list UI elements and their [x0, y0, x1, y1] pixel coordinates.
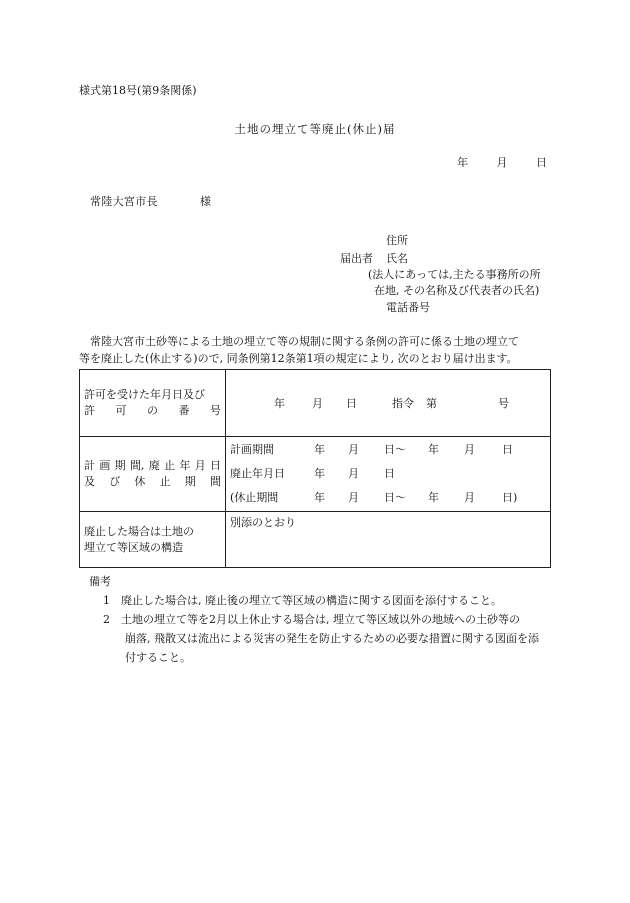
addressee-honorific: 様 [199, 195, 212, 208]
structure-value: 別添のとおり [226, 512, 551, 568]
header-char: 計 [84, 459, 95, 472]
body-line2: 等を廃止した(休止する)ので, 同条例第12条第1項の規定により, 次のとおり届け出ます。 [79, 352, 518, 365]
corporate-note-line1: (法人にあっては,主たる事務所の所 [368, 268, 541, 281]
header-char: 可 [115, 404, 127, 417]
plan-to-year: 年 [428, 443, 439, 456]
header-char: 止 [159, 475, 171, 488]
notification-table [79, 369, 551, 568]
header-char: 日 [210, 459, 221, 472]
document-title: 土地の埋立て等廃止(休止)届 [234, 122, 396, 136]
permit-month: 月 [312, 397, 323, 410]
header-char: の [147, 404, 158, 417]
pause-period-label: (休止期間 [230, 491, 279, 504]
header-char: び [109, 475, 121, 488]
date-month: 月 [496, 156, 508, 169]
remark-item-2-line3: 付すること。 [125, 651, 191, 664]
header-char: 許 [84, 404, 95, 417]
remark-item-1: 1 廃止した場合は, 廃止後の埋立て等区域の構造に関する図面を添付すること。 [103, 594, 502, 607]
stop-day: 日 [384, 467, 395, 480]
pause-from-year: 年 [314, 491, 325, 504]
stop-date-label: 廃止年月日 [230, 467, 285, 480]
permit-go: 号 [498, 397, 509, 410]
pause-to-year: 年 [428, 491, 439, 504]
form-number: 様式第18号(第9条関係) [79, 84, 197, 97]
phone-label: 電話番号 [386, 301, 430, 314]
pause-to-month: 月 [464, 491, 475, 504]
body-line1: 常陸大宮市土砂等による土地の埋立て等の規制に関する条例の許可に係る土地の埋立て [90, 335, 519, 348]
date-year: 年 [457, 156, 469, 169]
plan-to-day: 日 [502, 443, 513, 456]
header-char: 廃 [148, 459, 160, 472]
notifier-label: 届出者 [340, 252, 373, 265]
structure-header-line2: 埋立て等区域の構造 [84, 540, 183, 554]
structure-header-line1: 廃止した場合は土地の [84, 524, 194, 538]
stop-month: 月 [348, 467, 359, 480]
permit-value [230, 391, 546, 415]
stop-date-row [230, 461, 546, 485]
header-char: 年 [179, 459, 191, 472]
header-char: 番 [178, 404, 190, 417]
permit-directive: 指令 [392, 397, 414, 410]
permit-value-cell [226, 370, 551, 437]
plan-period-row [230, 437, 546, 461]
header-char: 期 [114, 459, 126, 472]
plan-from-day: 日〜 [384, 443, 406, 456]
pause-from-month: 月 [348, 491, 359, 504]
header-char: 間, [129, 459, 145, 472]
plan-from-year: 年 [314, 443, 325, 456]
table-row-structure [80, 512, 551, 568]
structure-header [80, 512, 226, 568]
permit-header-line2 [84, 403, 221, 419]
plan-to-month: 月 [464, 443, 475, 456]
pause-from-day: 日〜 [384, 491, 406, 504]
header-char: 休 [134, 475, 146, 488]
header-char: 止 [164, 459, 176, 472]
period-header-line2 [84, 474, 221, 490]
permit-day: 日 [346, 397, 357, 410]
period-header-line1 [84, 458, 221, 474]
body-paragraph [79, 333, 559, 367]
permit-header [80, 370, 226, 437]
remark-item-2-line2: 崩落, 飛散又は流出による災害の発生を防止するための必要な措置に関する図面を添 [125, 632, 539, 645]
permit-header-line1: 許可を受けた年月日及び [84, 388, 205, 401]
plan-period-label: 計画期間 [230, 443, 274, 456]
header-char: 号 [210, 404, 221, 417]
header-char: 期 [184, 475, 196, 488]
header-char: 画 [99, 459, 111, 472]
header-char: 間 [209, 475, 221, 488]
plan-from-month: 月 [348, 443, 359, 456]
corporate-note-line2: 在地, その名称及び代表者の氏名) [374, 284, 540, 297]
period-value-cell [226, 437, 551, 512]
period-header [80, 437, 226, 512]
header-char: 及 [84, 475, 95, 488]
table-row-permit [80, 370, 551, 437]
remark-item-2-line1: 2 土地の埋立て等を2月以上休止する場合は, 埋立て等区域以外の地域への土砂等の [103, 613, 520, 626]
addressee [90, 193, 211, 209]
table-row-period [80, 437, 551, 512]
name-label: 氏名 [386, 252, 408, 265]
permit-dai: 第 [426, 397, 437, 410]
pause-to-day: 日) [502, 491, 518, 504]
header-char: 月 [194, 459, 206, 472]
stop-year: 年 [314, 467, 325, 480]
date-line [457, 154, 548, 170]
addressee-name: 常陸大宮市長 [90, 195, 158, 208]
date-day: 日 [536, 156, 548, 169]
permit-year: 年 [274, 397, 285, 410]
remarks-title: 備考 [89, 575, 111, 588]
address-label: 住所 [386, 234, 408, 247]
pause-period-row [230, 485, 546, 509]
